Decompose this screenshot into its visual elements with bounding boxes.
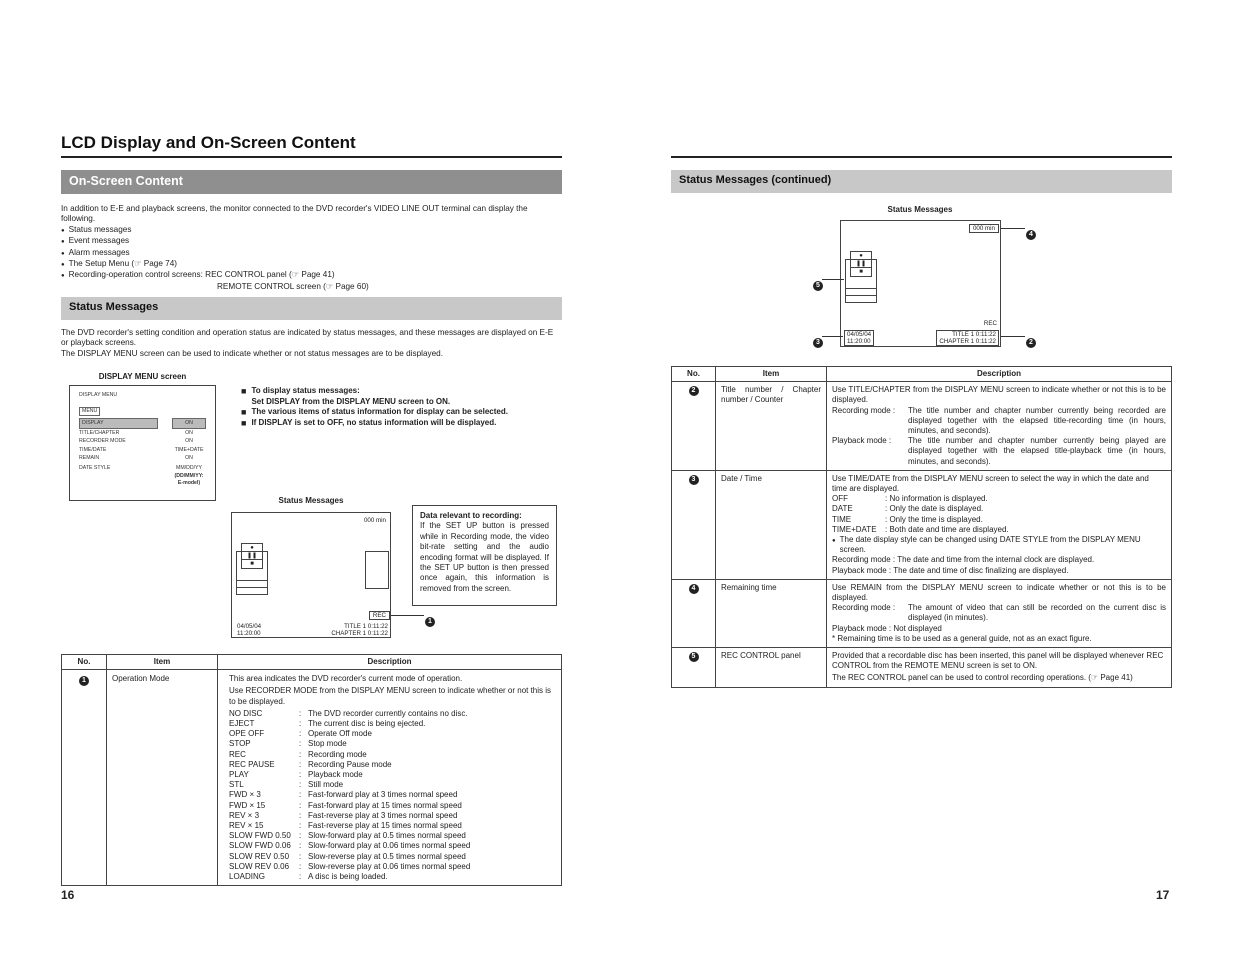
mode-separator: : [299, 719, 302, 729]
table-row [672, 470, 1172, 579]
mode-description: Fast-forward play at 15 times normal speed [308, 800, 462, 810]
menu-key: RECORDER MODE [79, 438, 126, 445]
number-badge: 1 [79, 676, 89, 686]
list-item: ● Event messages [61, 236, 562, 247]
rec-control-button-stack [850, 251, 872, 277]
mode-code: STL [229, 780, 244, 790]
instruction-item [241, 386, 561, 407]
menu-value: MM/DD/YY [176, 465, 202, 472]
mode-separator: : [299, 780, 302, 790]
page-title: LCD Display and On-Screen Content [61, 133, 356, 152]
mode-key: Playback mode : [832, 436, 892, 446]
date-text: 04/05/04 [847, 331, 872, 338]
menu-row [79, 464, 206, 472]
time-text: 11:20:00 [847, 338, 871, 346]
mode-separator: : [299, 708, 302, 718]
mode-row [229, 709, 556, 719]
table-row [672, 648, 1172, 688]
mode-separator: : [299, 759, 302, 769]
mode-code: EJECT [229, 719, 255, 729]
mode-row [229, 872, 556, 882]
page-number-left: 16 [61, 888, 75, 902]
title-rule [61, 156, 562, 158]
mode-detail [832, 436, 1166, 467]
table-row [62, 670, 562, 886]
menu-row-display [79, 418, 206, 428]
status-messages-caption-right: Status Messages [887, 205, 953, 214]
remaining-time-readout: 000 min [363, 517, 386, 524]
callout-number: 5 [813, 281, 823, 291]
description-text: Use TITLE/CHAPTER from the DISPLAY MENU screen to indicate whether or not this is to be displayed. [832, 385, 1166, 405]
description-text: Playback mode : Not displayed [832, 623, 942, 633]
option-value: : Both date and time are displayed. [885, 524, 1009, 534]
column-header: Description [827, 367, 1172, 382]
mode-description: Slow-forward play at 0.5 times normal speed [308, 831, 466, 841]
callout-3 [813, 331, 823, 349]
mode-row [229, 841, 556, 851]
mode-list [229, 709, 556, 882]
option-value: : No information is displayed. [885, 494, 988, 504]
mode-description: Playback mode [308, 770, 363, 780]
rec-control-button-stack [241, 543, 263, 569]
instruction-text: ■ To display status messages: [251, 386, 360, 395]
note-body: If the SET UP button is pressed while in Recording mode, the video bit-rate setting and the audio encoding format will be displayed. If the SET UP button is then pressed once again, this information is removed from the screen. [420, 521, 549, 593]
date-style-note-line: E-model) [177, 479, 201, 486]
option-key: TIME+DATE [832, 524, 877, 534]
menu-key: DISPLAY [79, 418, 158, 428]
mode-row [229, 852, 556, 862]
description-text: Recording mode : The date and time from the internal clock are displayed. [832, 555, 1095, 565]
menu-label: MENU [79, 407, 100, 416]
callout-leader [1001, 336, 1025, 337]
mode-separator: : [299, 831, 302, 841]
table-row [672, 382, 1172, 471]
pause-icon: ❚❚ [851, 260, 871, 268]
mode-value: The title number and chapter number currently being recorded are displayed together with the elapsed title-recording time (in hours, minutes, and seconds). [908, 405, 1166, 436]
mode-value: The title number and chapter number currently being played are displayed together with the elapsed title-playback time (in hours, minutes, and seconds). [908, 436, 1166, 466]
display-menu-screen [69, 385, 216, 501]
section-header-on-screen-content: On-Screen Content [61, 170, 562, 194]
row-number [672, 382, 716, 471]
list-item: ● Alarm messages [61, 248, 562, 259]
mode-code: NO DISC [229, 708, 263, 718]
bullet-text: The date display style can be changed using DATE STYLE from the DISPLAY MENU screen. [839, 535, 1141, 555]
mode-code: STOP [229, 739, 251, 749]
mode-description: Operate Off mode [308, 729, 372, 739]
instruction-item: ■ If DISPLAY is set to OFF, no status information will be displayed. [241, 418, 561, 429]
description-text: The REC CONTROL panel can be used to control recording operations. (☞ Page 41) [832, 673, 1133, 683]
pause-icon: ❚❚ [242, 552, 262, 560]
display-menu-header: DISPLAY MENU [79, 392, 118, 398]
status-paragraph: The DISPLAY MENU screen can be used to indicate whether or not status messages are to be displayed. [61, 348, 443, 358]
menu-key: TIME/DATE [79, 446, 107, 453]
mode-row [229, 831, 556, 841]
mode-row [229, 760, 556, 770]
intro-text: In addition to E-E and playback screens, the monitor connected to the DVD recorder's VIDEO LINE OUT terminal can display the following. [61, 204, 528, 224]
row-description [827, 382, 1172, 471]
callout-number: 3 [813, 338, 823, 348]
mode-description: Fast-reverse play at 15 times normal speed [308, 821, 462, 831]
mode-separator: : [299, 861, 302, 871]
list-item: ● Recording-operation control screens: REC CONTROL panel (☞ Page 41) [61, 270, 562, 281]
mode-separator: : [299, 872, 302, 882]
mode-description: The current disc is being ejected. [308, 719, 426, 729]
menu-value: TIME+DATE [174, 446, 204, 453]
note-title: Data relevant to recording: [420, 511, 522, 520]
mode-row [229, 821, 556, 831]
mode-separator: : [299, 841, 302, 851]
number-badge: 2 [689, 386, 699, 396]
menu-row [79, 446, 206, 454]
status-intro [61, 328, 562, 359]
instruction-list [241, 386, 561, 428]
bullet-note [832, 535, 1166, 555]
option-value: : Only the date is displayed. [885, 504, 984, 514]
mode-code: SLOW REV 0.06 [229, 861, 290, 871]
section-header-continued: Status Messages (continued) [671, 170, 1172, 193]
status-messages-screen-right [840, 220, 1001, 347]
mode-row [229, 739, 556, 749]
section-header-status-messages: Status Messages [61, 297, 562, 320]
callout-number: 2 [1026, 338, 1036, 348]
table-header-row [672, 367, 1172, 382]
info-window [365, 551, 389, 589]
mode-code: REC [229, 749, 246, 759]
mode-code: OPE OFF [229, 729, 265, 739]
intro-block [61, 204, 562, 292]
rec-control-buttons [237, 544, 267, 567]
callout-number: 1 [425, 617, 435, 627]
table-header-row [62, 655, 562, 670]
column-header: No. [62, 655, 107, 670]
mode-code: REC PAUSE [229, 759, 275, 769]
date-text: 04/05/04 [237, 623, 262, 630]
mode-description: Stop mode [308, 739, 347, 749]
menu-value: ON [185, 455, 193, 462]
operation-mode-readout: REC [983, 320, 997, 327]
option-row [832, 504, 1166, 514]
status-paragraph: The DVD recorder's setting condition and operation status are indicated by status messages, and these messages are displayed on E-E or playback screens. [61, 328, 554, 348]
mode-description: Still mode [308, 780, 344, 790]
mode-description: Recording Pause mode [308, 759, 392, 769]
rec-control-panel [236, 544, 268, 595]
mode-row [229, 862, 556, 872]
mode-code: REV × 15 [229, 821, 264, 831]
mode-key: Recording mode : [832, 405, 896, 415]
mode-row [229, 811, 556, 821]
menu-row [79, 454, 206, 462]
table-row [672, 579, 1172, 647]
number-badge: 4 [689, 584, 699, 594]
menu-key: REMAIN [79, 455, 100, 462]
mode-separator: : [299, 770, 302, 780]
menu-row [79, 429, 206, 437]
mode-detail [832, 406, 1166, 437]
mode-description: Slow-reverse play at 0.06 times normal speed [308, 861, 471, 871]
row-number [672, 579, 716, 647]
option-key: OFF [832, 494, 848, 504]
callout-5 [813, 274, 823, 292]
record-icon: ● [242, 544, 262, 552]
description-text: Use REMAIN from the DISPLAY MENU screen to indicate whether or not this is to be displayed. [832, 582, 1166, 603]
title-text: TITLE 1 0:11:22 [344, 623, 388, 630]
callout-leader [822, 279, 844, 280]
panel-bar [846, 288, 876, 296]
remaining-time-readout: 000 min [969, 224, 999, 233]
menu-value: ON [185, 438, 193, 445]
row-item: REC CONTROL panel [716, 648, 827, 688]
mode-code: LOADING [229, 872, 266, 882]
mode-separator: : [299, 729, 302, 739]
mode-row [229, 729, 556, 739]
menu-row [79, 437, 206, 445]
menu-value: ON [185, 429, 193, 436]
rec-control-panel [845, 252, 877, 303]
mode-description: Slow-forward play at 0.06 times normal speed [308, 841, 471, 851]
mode-code: FWD × 15 [229, 800, 266, 810]
row-item: Operation Mode [107, 670, 218, 886]
callout-leader [1001, 228, 1025, 229]
mode-description: Fast-reverse play at 3 times normal speed [308, 810, 458, 820]
row-number [672, 648, 716, 688]
callout-leader [822, 336, 843, 337]
row-item: Remaining time [716, 579, 827, 647]
stop-icon: ■ [859, 269, 863, 275]
mode-code: REV × 3 [229, 810, 260, 820]
row-number [672, 470, 716, 579]
mode-description: The DVD recorder currently contains no disc. [308, 708, 468, 718]
operation-mode-readout: REC [369, 611, 390, 620]
mode-description: A disc is being loaded. [308, 872, 388, 882]
mode-key: Recording mode : [832, 603, 896, 613]
mode-row [229, 780, 556, 790]
description-text: Playback mode : The date and time of disc finalizing are displayed. [832, 565, 1069, 575]
content-list [61, 225, 562, 282]
description-text: Use RECORDER MODE from the DISPLAY MENU screen to indicate whether or not this is to be displayed. [229, 686, 552, 706]
mode-description: Fast-forward play at 3 times normal speed [308, 790, 458, 800]
column-header: Item [107, 655, 218, 670]
description-text: This area indicates the DVD recorder's current mode of operation. [229, 674, 463, 684]
mode-row [229, 770, 556, 780]
column-header: Item [716, 367, 827, 382]
option-key: TIME [832, 514, 852, 524]
row-description [218, 670, 562, 886]
mode-code: SLOW FWD 0.06 [229, 841, 291, 851]
mode-row [229, 801, 556, 811]
chapter-text: CHAPTER 1 0:11:22 [939, 338, 996, 346]
menu-key: TITLE/CHAPTER [79, 429, 120, 436]
mode-value: The amount of video that can still be recorded on the current disc is displayed (in minutes). [908, 603, 1166, 623]
panel-bar [237, 580, 267, 588]
instruction-text: Set DISPLAY from the DISPLAY MENU screen to ON. [251, 396, 451, 406]
option-row [832, 525, 1166, 535]
option-key: DATE [832, 504, 853, 514]
column-header: No. [672, 367, 716, 382]
list-item: ● The Setup Menu (☞ Page 74) [61, 259, 562, 270]
mode-code: FWD × 3 [229, 790, 261, 800]
row-description [827, 470, 1172, 579]
date-style-note-line: (DD/MM/YY: [174, 472, 204, 479]
mode-description: Slow-reverse play at 0.5 times normal speed [308, 851, 466, 861]
mode-separator: : [299, 800, 302, 810]
mode-code: PLAY [229, 770, 249, 780]
status-messages-caption: Status Messages [278, 496, 344, 505]
callout-1 [425, 610, 435, 628]
mode-row [229, 719, 556, 729]
description-note: * Remaining time is to be used as a general guide, not as an exact figure. [832, 633, 1092, 643]
list-item-continuation: REMOTE CONTROL screen (☞ Page 60) [217, 281, 369, 291]
option-row [832, 494, 1166, 504]
stop-icon: ■ [250, 561, 254, 567]
mode-code: SLOW FWD 0.50 [229, 831, 291, 841]
callout-number: 4 [1026, 230, 1036, 240]
mode-separator: : [299, 790, 302, 800]
mode-separator: : [299, 749, 302, 759]
title-chapter-readout [331, 623, 388, 637]
title-rule-right [671, 156, 1172, 158]
description-text: Use TIME/DATE from the DISPLAY MENU screen to select the way in which the date and time are displayed. [832, 473, 1149, 494]
date-style-note [79, 473, 206, 487]
bullet-glyph: ● [832, 538, 836, 545]
page-number-right: 17 [1156, 888, 1170, 902]
mode-detail [832, 603, 1166, 623]
rec-control-buttons [846, 252, 876, 275]
list-item: ● Status messages [61, 225, 562, 236]
row-number [62, 670, 107, 886]
status-messages-screen [231, 512, 391, 638]
date-time-readout [237, 623, 261, 637]
title-chapter-readout [936, 330, 999, 346]
row-item: Title number / Chapter number / Counter [716, 382, 827, 471]
mode-separator: : [299, 810, 302, 820]
option-value: : Only the time is displayed. [885, 514, 983, 524]
mode-separator: : [299, 739, 302, 749]
mode-description: Recording mode [308, 749, 367, 759]
mode-row [229, 790, 556, 800]
row-description [827, 648, 1172, 688]
instruction-item: ■ The various items of status information for display can be selected. [241, 407, 561, 418]
operation-mode-table [61, 654, 562, 886]
date-time-readout [844, 330, 874, 346]
mode-code: SLOW REV 0.50 [229, 851, 290, 861]
row-description [827, 579, 1172, 647]
record-icon: ● [851, 252, 871, 260]
menu-key: DATE STYLE [79, 465, 111, 472]
time-text: 11:20:00 [237, 630, 261, 638]
recording-data-note [412, 505, 557, 606]
mode-separator: : [299, 851, 302, 861]
callout-4 [1026, 223, 1036, 241]
row-item: Date / Time [716, 470, 827, 579]
column-header: Description [218, 655, 562, 670]
mode-separator: : [299, 821, 302, 831]
menu-value: ON [172, 418, 206, 428]
number-badge: 5 [689, 652, 699, 662]
option-row [832, 515, 1166, 525]
callout-leader [391, 615, 424, 616]
display-menu-caption: DISPLAY MENU screen [98, 372, 187, 381]
number-badge: 3 [689, 475, 699, 485]
status-items-table [671, 366, 1172, 688]
chapter-text: CHAPTER 1 0:11:22 [331, 630, 388, 638]
mode-row [229, 750, 556, 760]
description-text: Provided that a recordable disc has been inserted, this panel will be displayed whenever REC CONTROL from the REMOTE MENU screen is set to ON. [832, 651, 1164, 671]
title-text: TITLE 1 0:11:22 [952, 331, 996, 338]
callout-2 [1026, 331, 1036, 349]
